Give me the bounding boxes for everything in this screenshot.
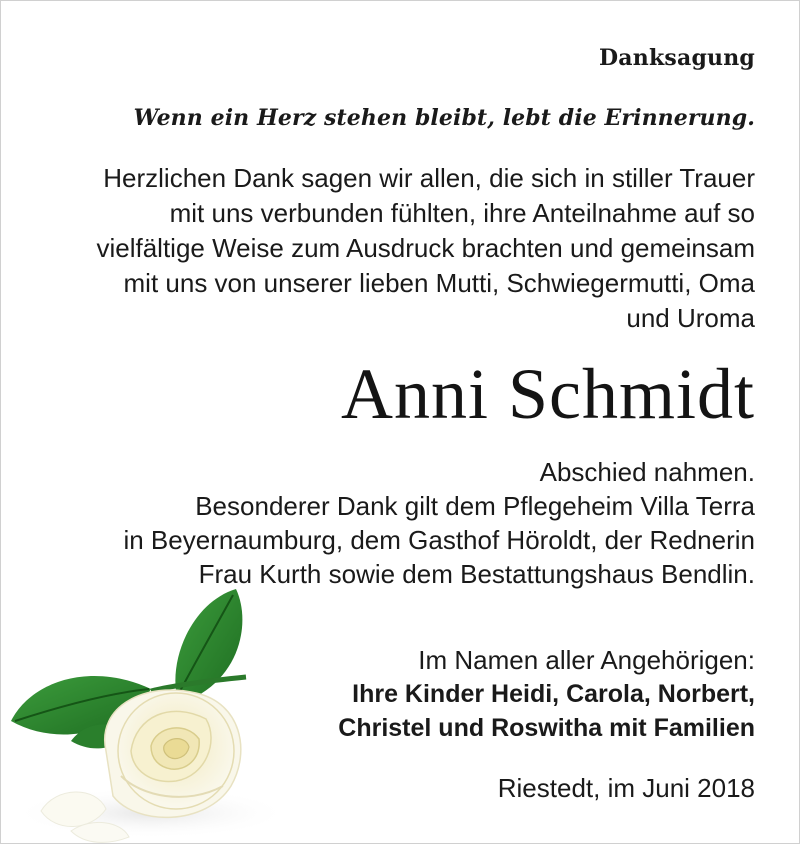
intro-line: Herzlichen Dank sagen wir allen, die sich in stiller Trauer: [103, 163, 755, 193]
thanks-line: Besonderer Dank gilt dem Pflegeheim Villa Terra: [195, 491, 755, 521]
notice-motto: Wenn ein Herz stehen bleibt, lebt die Erinnerung.: [133, 105, 755, 131]
family-line: Christel und Roswitha mit Familien: [338, 714, 755, 742]
family-signature: [338, 643, 755, 745]
intro-line: und Uroma: [626, 303, 755, 333]
thanks-line: Frau Kurth sowie dem Bestattungshaus Bendlin.: [198, 559, 755, 589]
intro-line: mit uns verbunden fühlten, ihre Anteilnahme auf so: [169, 198, 755, 228]
intro-line: vielfältige Weise zum Ausdruck brachten und gemeinsam: [96, 233, 755, 263]
thanks-text: [123, 455, 755, 591]
thanks-line: Abschied nahmen.: [539, 457, 755, 487]
thanks-line: in Beyernaumburg, dem Gasthof Höroldt, der Rednerin: [123, 525, 755, 555]
family-intro: Im Namen aller Angehörigen:: [418, 645, 755, 675]
intro-line: mit uns von unserer lieben Mutti, Schwiegermutti, Oma: [123, 268, 755, 298]
white-rose-icon: [1, 581, 291, 845]
notice-heading: Danksagung: [599, 45, 755, 71]
place-date: Riestedt, im Juni 2018: [497, 773, 755, 803]
intro-text: [45, 161, 755, 336]
deceased-name: Anni Schmidt: [340, 354, 755, 434]
family-line: Ihre Kinder Heidi, Carola, Norbert,: [352, 680, 755, 708]
